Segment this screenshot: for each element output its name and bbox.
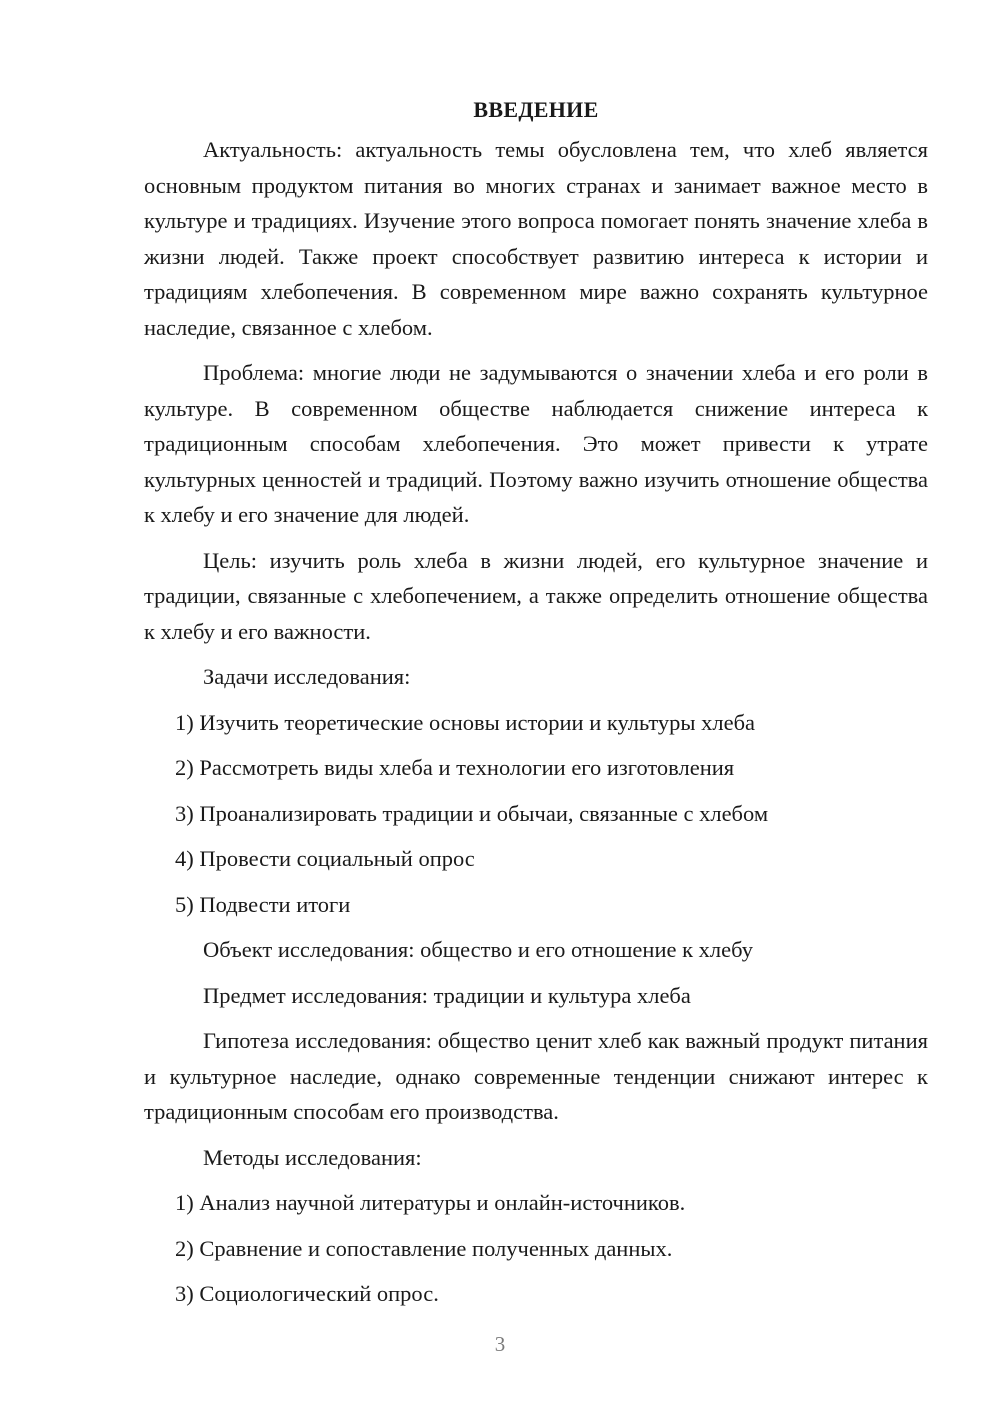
research-subject: Предмет исследования: традиции и культура хлеба — [203, 982, 691, 1008]
methods-heading: Методы исследования: — [203, 1144, 422, 1170]
section-title: ВВЕДЕНИЕ — [473, 97, 599, 122]
method-item-1: 1) Анализ научной литературы и онлайн-источников. — [175, 1190, 686, 1215]
method-item-2: 2) Сравнение и сопоставление полученных данных. — [175, 1235, 673, 1261]
problem-paragraph: Проблема: многие люди не задумываются о значении хлеба и его роли в культуре. В современном обществе наблюдается снижение интереса к традиционным способам хлебопечения. Это может привести к утрате культурных ценностей и традиций. Поэтому важно изучить отношение общества к хлебу и его значение для людей. — [144, 360, 928, 527]
task-item-2: 2) Рассмотреть виды хлеба и технологии его изготовления — [175, 755, 735, 780]
method-item-3: 3) Социологический опрос. — [175, 1281, 439, 1306]
relevance-paragraph: Актуальность: актуальность темы обусловлена тем, что хлеб является основным продуктом питания во многих странах и занимает важное место в культуре и традициях. Изучение этого вопроса помогает понять значение хлеба в жизни людей. Также проект способствует развитию интереса к истории и традициям хлебопечения. В современном мире важно сохранять культурное наследие, связанное с хлебом. — [144, 137, 928, 340]
tasks-heading: Задачи исследования: — [203, 664, 411, 689]
document-page — [144, 92, 928, 1322]
hypothesis-paragraph: Гипотеза исследования: общество ценит хлеб как важный продукт питания и культурное наследие, однако современные тенденции снижают интерес к традиционным способам его производства. — [144, 1028, 928, 1124]
goal-paragraph: Цель: изучить роль хлеба в жизни людей, его культурное значение и традиции, связанные с хлебопечением, а также определить отношение общества к хлебу и его важности. — [144, 547, 928, 644]
task-item-4: 4) Провести социальный опрос — [175, 846, 475, 871]
task-item-3: 3) Проанализировать традиции и обычаи, связанные с хлебом — [175, 800, 769, 826]
task-item-5: 5) Подвести итоги — [175, 891, 351, 917]
research-object: Объект исследования: общество и его отношение к хлебу — [203, 937, 753, 962]
task-item-1: 1) Изучить теоретические основы истории и культуры хлеба — [175, 709, 756, 735]
page-number: 3 — [494, 1332, 506, 1356]
